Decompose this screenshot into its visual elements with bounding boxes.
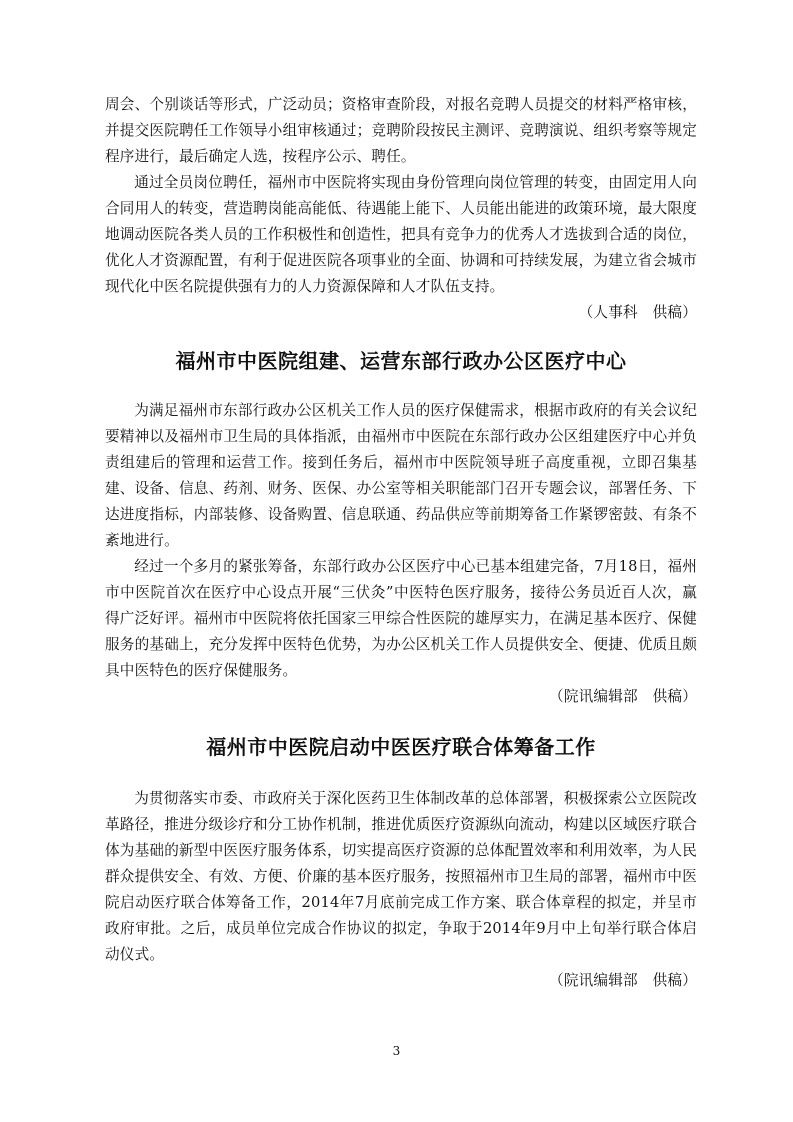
section1-paragraph-1: 为满足福州市东部行政办公区机关工作人员的医疗保健需求，根据市政府的有关会议纪要精神以及福州市卫生局的具体指派，由福州市中医院在东部行政办公区组建医疗中心并负责组建后的管理和运营工作。接到任务后，福州市中医院领导班子高度重视，立即召集基建、设备、信息、药剂、财务、医保、办公室等相关职能部门召开专题会议，部署任务、下达进度指标，内部装修、设备购置、信息联通、药品供应等前期筹备工作紧锣密鼓、有条不紊地进行。	[105, 402, 697, 549]
section2-source: （院讯编辑部 供稿）	[549, 972, 697, 989]
section1-source: （院讯编辑部 供稿）	[549, 688, 697, 705]
section1-paragraph-2: 经过一个多月的紧张筹备，东部行政办公区医疗中心已基本组建完备，7月18日，福州市中医院首次在医疗中心设点开展“三伏灸”中医特色医疗服务，接待公务员近百人次，赢得广泛好评。福州市中医院将依托国家三甲综合性医院的雄厚实力，在满足基本医疗、保健服务的基础上，充分发挥中医特色优势，为办公区机关工作人员提供安全、便捷、优质且颇具中医特色的医疗保健服务。	[105, 558, 697, 679]
intro-source: （人事科 供稿）	[578, 304, 697, 321]
section2-heading: 福州市中医院启动中医医疗联合体筹备工作	[206, 735, 596, 759]
page-number: 3	[392, 1044, 401, 1058]
intro-paragraph-1: 周会、个别谈话等形式，广泛动员；资格审查阶段，对报名竞聘人员提交的材料严格审核，并提交医院聘任工作领导小组审核通过；竞聘阶段按民主测评、竞聘演说、组织考察等规定程序进行，最后确定人选，按程序公示、聘任。	[105, 96, 697, 165]
intro-paragraph-2: 通过全员岗位聘任，福州市中医院将实现由身份管理向岗位管理的转变，由固定用人向合同用人的转变，营造聘岗能高能低、待遇能上能下、人员能出能进的政策环境，最大限度地调动医院各类人员的工作积极性和创造性，把具有竞争力的优秀人才选拔到合适的岗位，优化人才资源配置，有利于促进医院各项事业的全面、协调和可持续发展，为建立省会城市现代化中医名院提供强有力的人力资源保障和人才队伍支持。	[105, 174, 697, 295]
page-content	[105, 92, 697, 994]
section1-heading: 福州市中医院组建、运营东部行政办公区医疗中心	[175, 349, 627, 373]
section2-paragraph-1: 为贯彻落实市委、市政府关于深化医药卫生体制改革的总体部署，积极探索公立医院改革路径，推进分级诊疗和分工协作机制，推进优质医疗资源纵向流动，构建以区域医疗联合体为基础的新型中医医疗服务体系，切实提高医疗资源的总体配置效率和利用效率，为人民群众提供安全、有效、方便、价廉的基本医疗服务，按照福州市卫生局的部署，福州市中医院启动医疗联合体筹备工作，2014年7月底前完成工作方案、联合体章程的拟定，并呈市政府审批。之后，成员单位完成合作协议的拟定，争取于2014年9月中上旬举行联合体启动仪式。	[105, 790, 697, 963]
